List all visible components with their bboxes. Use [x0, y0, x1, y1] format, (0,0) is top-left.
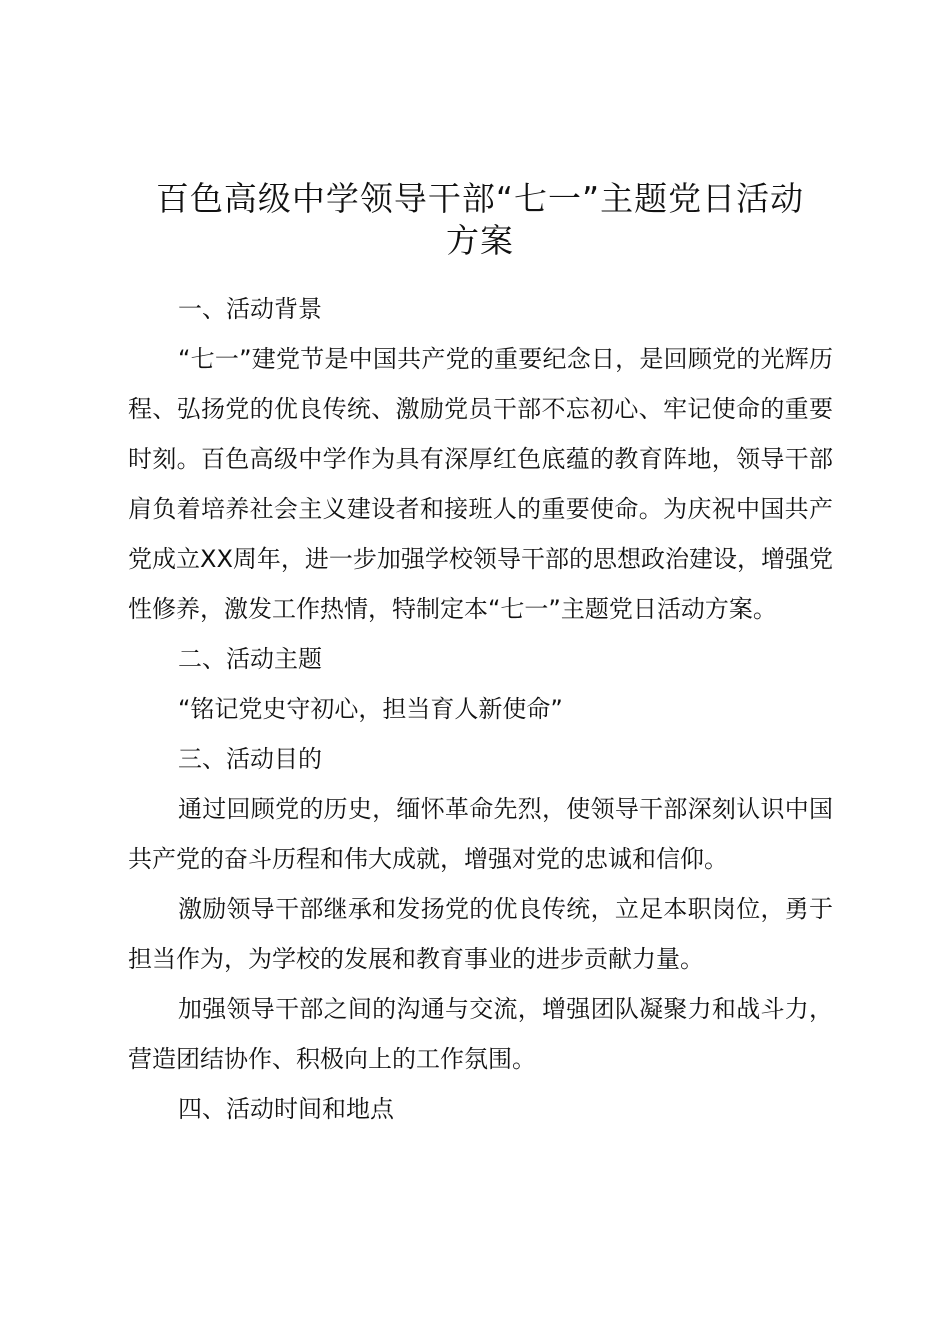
document-title	[120, 178, 840, 262]
section-paragraph-purpose-1: 通过回顾党的历史，缅怀革命先烈，使领导干部深刻认识中国共产党的奋斗历程和伟大成就，增强对党的忠诚和信仰。	[128, 795, 833, 873]
section-paragraph-purpose-2: 激励领导干部继承和发扬党的优良传统，立足本职岗位，勇于担当作为，为学校的发展和教育事业的进步贡献力量。	[128, 895, 833, 973]
section-paragraph-purpose-3: 加强领导干部之间的沟通与交流，增强团队凝聚力和战斗力，营造团结协作、积极向上的工作氛围。	[128, 995, 833, 1073]
section-heading-time-place: 四、活动时间和地点	[178, 1095, 394, 1123]
title-line-2: 方案	[446, 221, 514, 260]
section-paragraph-theme: “铭记党史守初心，担当育人新使命”	[178, 695, 563, 723]
document-body	[128, 284, 833, 1134]
section-heading-background: 一、活动背景	[178, 295, 322, 323]
title-line-1: 百色高级中学领导干部“七一”主题党日活动	[155, 179, 805, 218]
section-heading-purpose: 三、活动目的	[178, 745, 322, 773]
section-paragraph-background: “七一”建党节是中国共产党的重要纪念日，是回顾党的光辉历程、弘扬党的优良传统、激励党员干部不忘初心、牢记使命的重要时刻。百色高级中学作为具有深厚红色底蕴的教育阵地，领导干部肩负着培养社会主义建设者和接班人的重要使命。为庆祝中国共产党成立XX周年，进一步加强学校领导干部的思想政治建设，增强党性修养，激发工作热情，特制定本“七一”主题党日活动方案。	[128, 345, 833, 623]
section-heading-theme: 二、活动主题	[178, 645, 322, 673]
